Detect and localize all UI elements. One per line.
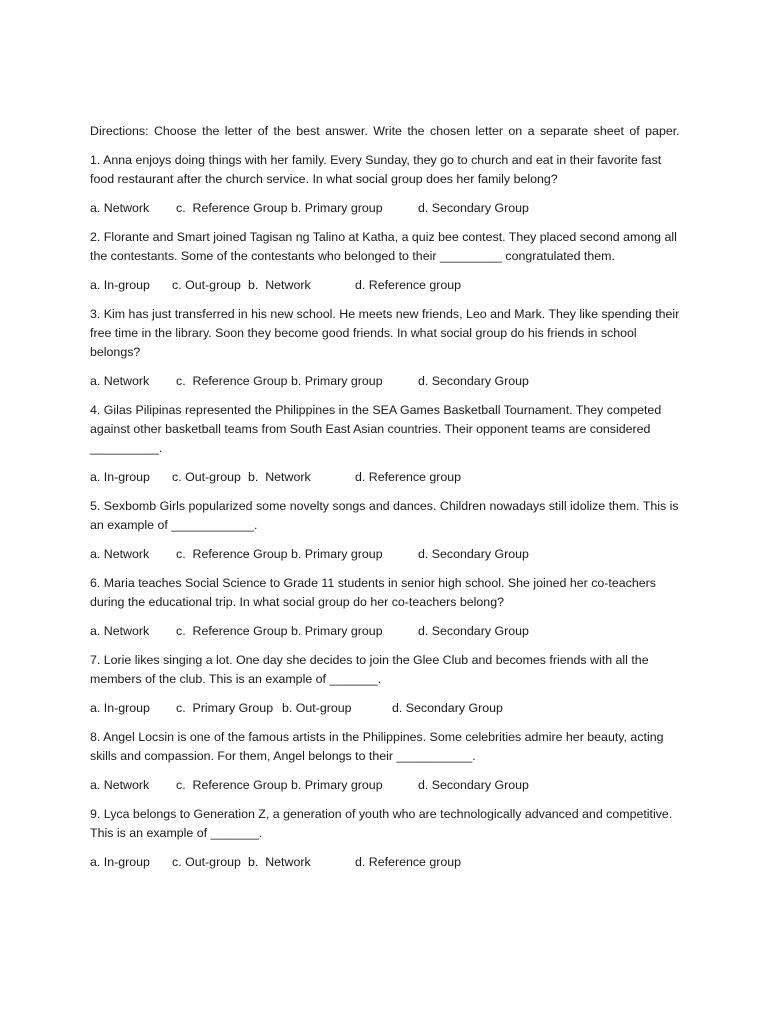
option-c: c. Out-group (172, 278, 241, 292)
answer-options (90, 622, 682, 641)
option-d: d. Secondary Group (418, 547, 529, 561)
option-a: a. Network (90, 778, 150, 792)
question-5 (90, 497, 682, 564)
option-c: c. Primary Group (176, 701, 274, 715)
question-text: 9. Lyca belongs to Generation Z, a generation of youth who are technologically advanced and competitive. This is an example of _______. (90, 807, 673, 840)
option-a: a. In-group (90, 470, 150, 484)
option-d: d. Reference group (355, 278, 462, 292)
question-text: 4. Gilas Pilipinas represented the Philippines in the SEA Games Basketball Tournament. They competed against other basketball teams from South East Asian countries. Their opponent teams are considered __________. (90, 403, 662, 455)
option-c: c. Out-group (172, 470, 241, 484)
answer-options (90, 468, 682, 487)
option-d: d. Secondary Group (418, 778, 529, 792)
question-6 (90, 574, 682, 641)
option-b: b. Primary group (291, 374, 383, 388)
option-a: a. Network (90, 374, 150, 388)
option-b: b. Primary group (291, 547, 383, 561)
option-c: c. Reference Group (176, 547, 288, 561)
option-c: c. Out-group (172, 855, 241, 869)
option-c: c. Reference Group (176, 201, 288, 215)
question-4 (90, 401, 682, 487)
option-a: a. Network (90, 624, 150, 638)
option-b: b. Primary group (291, 778, 383, 792)
option-c: c. Reference Group (176, 778, 288, 792)
question-8 (90, 728, 682, 795)
question-text: 2. Florante and Smart joined Tagisan ng Talino at Katha, a quiz bee contest. They placed second among all the contestants. Some of the contestants who belonged to their _________ congratulated them. (90, 230, 677, 263)
option-d: d. Reference group (355, 855, 462, 869)
option-b: b. Primary group (291, 201, 383, 215)
option-b: b. Network (248, 278, 311, 292)
option-a: a. In-group (90, 855, 150, 869)
question-9 (90, 805, 682, 872)
question-text: 8. Angel Locsin is one of the famous artists in the Philippines. Some celebrities admire her beauty, acting skills and compassion. For them, Angel belongs to their ___________. (90, 730, 664, 763)
option-b: b. Network (248, 470, 311, 484)
option-a: a. Network (90, 547, 150, 561)
question-text: 5. Sexbomb Girls popularized some novelty songs and dances. Children nowadays still idolize them. This is an example of ____________. (90, 499, 679, 532)
answer-options (90, 853, 682, 872)
directions-text: Directions: Choose the letter of the best answer. Write the chosen letter on a separate sheet of paper. (90, 124, 680, 138)
question-7 (90, 651, 682, 718)
answer-options (90, 776, 682, 795)
question-text: 7. Lorie likes singing a lot. One day she decides to join the Glee Club and becomes friends with all the members of the club. This is an example of _______. (90, 653, 649, 686)
option-d: d. Secondary Group (392, 701, 503, 715)
option-c: c. Reference Group (176, 374, 288, 388)
question-2 (90, 228, 682, 295)
answer-options (90, 199, 682, 218)
question-3 (90, 305, 682, 391)
option-b: b. Primary group (291, 624, 383, 638)
option-d: d. Reference group (355, 470, 462, 484)
question-text: 6. Maria teaches Social Science to Grade 11 students in senior high school. She joined her co-teachers during the educational trip. In what social group do her co-teachers belong? (90, 576, 656, 609)
option-d: d. Secondary Group (418, 624, 529, 638)
question-text: 1. Anna enjoys doing things with her family. Every Sunday, they go to church and eat in their favorite fast food restaurant after the church service. In what social group does her family belong? (90, 153, 662, 186)
option-a: a. In-group (90, 701, 150, 715)
question-text: 3. Kim has just transferred in his new school. He meets new friends, Leo and Mark. They like spending their free time in the library. Soon they become good friends. In what social group do his friends in school belongs? (90, 307, 680, 359)
option-a: a. Network (90, 201, 150, 215)
answer-options (90, 545, 682, 564)
answer-options (90, 699, 682, 718)
option-a: a. In-group (90, 278, 150, 292)
question-1 (90, 151, 682, 218)
option-c: c. Reference Group (176, 624, 288, 638)
option-d: d. Secondary Group (418, 374, 529, 388)
option-b: b. Out-group (282, 701, 352, 715)
option-d: d. Secondary Group (418, 201, 529, 215)
option-b: b. Network (248, 855, 311, 869)
answer-options (90, 372, 682, 391)
answer-options (90, 276, 682, 295)
document-page (90, 122, 682, 882)
